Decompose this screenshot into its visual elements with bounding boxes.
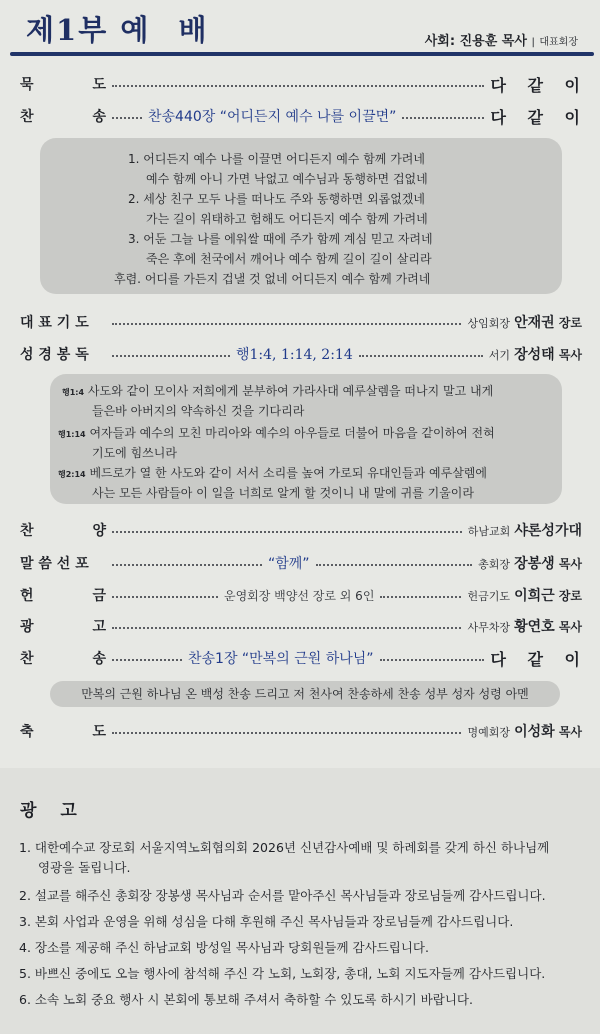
label-char: 찬 [20,651,34,667]
order-person [489,344,582,364]
order-label [20,74,106,94]
scripture-line: 사는 모든 사람들아 이 일을 너희로 알게 할 것이니 내 말에 귀를 기울이라 [92,486,474,500]
order-performer: 다 같 이 [490,75,588,95]
notice-item-continued: 영광을 돌립니다. [38,860,131,875]
dotted-leader [402,117,484,119]
scripture-ref-tag: 행1:14 [58,430,86,439]
dotted-leader [112,117,142,119]
person-name: 샤론성가대 [514,523,582,539]
person-title: 장로 [558,316,582,330]
notice-item: 2. 설교를 해주신 총회장 장봉생 목사님과 순서를 맡아주신 목사님들과 장로님들께 감사드립니다. [19,888,546,903]
order-label [20,106,106,126]
label-char: 도 [92,77,106,93]
notices-title: 광 고 [20,801,86,821]
label-char: 도 [92,724,106,740]
notice-item: 5. 바쁘신 중에도 오늘 행사에 참석해 주신 각 노회, 노회장, 총대, 노회 지도자들께 감사드립니다. [19,966,546,981]
hymn-lyric-line: 후렴. 어디를 가든지 겁낼 것 없네 어디든지 예수 함께 가려네 [114,272,431,286]
scripture-ref-tag: 행1:4 [62,388,85,397]
order-label: 말 씀 선 포 [20,556,89,572]
sermon-title: “함께” [268,556,310,572]
order-person [467,312,582,332]
scripture-reference: 행1:4, 1:14, 2:14 [236,347,353,363]
presider-role-label: 사회: [424,34,456,49]
presider-name: 진용훈 목사 [459,34,527,49]
person-name: 안재권 [514,315,555,331]
dotted-leader [112,659,182,661]
label-char: 찬 [20,109,34,125]
section-title [26,8,216,49]
label-char: 금 [92,588,106,604]
order-label [20,585,106,605]
hymn-lyric-line: 2. 세상 친구 모두 나를 떠나도 주와 동행하면 외롭없겠네 [128,192,425,206]
dotted-leader [112,596,218,598]
order-performer: 다 같 이 [490,107,588,127]
order-label: 대 표 기 도 [20,315,89,331]
person-role: 사무차장 [467,621,510,634]
presider-info [425,30,578,49]
offering-team: 운영회장 백양선 장로 외 6인 [224,588,375,603]
label-char: 헌 [20,588,34,604]
person-role: 하남교회 [467,525,511,538]
person-title: 목사 [558,725,582,739]
dotted-leader [112,323,461,325]
person-title: 장로 [558,589,582,603]
hymn-lyric-line: 3. 어둔 그늘 나를 에워쌀 때에 주가 함께 계심 믿고 자려네 [128,232,433,246]
notice-item: 4. 장소를 제공해 주신 하남교회 방성일 목사님과 당회원들께 감사드립니다. [19,940,429,955]
dotted-leader [359,355,483,357]
person-name: 장봉생 [514,556,555,572]
order-label [20,721,106,741]
label-char: 고 [92,619,106,635]
header-divider [10,52,594,56]
label-char: 양 [92,523,106,539]
scripture-line: 기도에 힘쓰니라 [92,446,177,460]
scripture-ref-tag: 행2:14 [58,470,86,479]
dotted-leader [112,531,462,533]
person-name: 장성태 [514,347,555,363]
label-char: 송 [92,651,106,667]
label-char: 묵 [20,77,34,93]
dotted-leader [316,564,473,566]
dotted-leader [112,627,461,629]
dotted-leader [380,596,461,598]
closing-hymn-title: 찬송1장 “만복의 근원 하나님” [188,651,374,667]
dotted-leader [380,659,485,661]
order-person [468,520,582,540]
hymn-lyric-line: 죽은 후에 천국에서 깨어나 예수 함께 길이 길이 살리라 [146,252,432,266]
scripture-line: 들은바 아버지의 약속하신 것을 기다리라 [92,404,305,418]
dotted-leader [112,732,461,734]
dotted-leader [112,355,230,357]
person-role: 서기 [488,349,510,362]
hymn-title: 찬송440장 “어디든지 예수 나를 이끌면” [148,109,397,125]
notice-item: 1. 대한예수교 장로회 서울지역노회협의회 2026년 신년감사예배 및 하례회를 갖게 하신 하나님께 [19,840,550,855]
label-char: 송 [92,109,106,125]
order-person [467,721,582,741]
scripture-line [58,424,495,441]
person-name: 황연호 [514,619,555,635]
order-label [20,520,106,540]
order-person [467,585,582,605]
person-name: 이성화 [514,724,555,740]
hymn-lyric-line: 1. 어디든지 예수 나를 이끌면 어디든지 예수 함께 가려네 [128,152,425,166]
label-char: 광 [20,619,34,635]
person-title: 목사 [558,620,582,634]
order-row-scripture [20,342,582,366]
scripture-line [62,382,493,399]
order-label [20,648,106,668]
order-row-praise [20,518,582,542]
order-row-representative-prayer [20,310,582,334]
dotted-leader [112,564,262,566]
scripture-text: 베드로가 열 한 사도와 같이 서서 소리를 높여 가로되 유대인들과 예루살렘에 [89,466,487,480]
notice-item: 6. 소속 노회 중요 행사 시 본회에 통보해 주셔서 축하할 수 있도록 하시기 바랍니다. [19,992,473,1007]
order-row-silent-prayer [20,72,588,96]
section-header [0,0,600,58]
doxology-text: 만복의 근원 하나님 온 백성 찬송 드리고 저 천사여 찬송하세 찬송 성부 성자 성령 아멘 [50,681,560,707]
order-row-announcements [20,614,582,638]
notice-item: 3. 본회 사업과 운영을 위해 성심을 다해 후원해 주신 목사님들과 장로님들께 감사드립니다. [19,914,514,929]
scripture-text: 사도와 같이 모이사 저희에게 분부하여 가라사대 예루살렘을 떠나지 말고 내게 [87,384,494,398]
person-name: 이희근 [514,588,555,604]
person-title: 목사 [558,557,582,571]
label-char: 축 [20,724,34,740]
person-title: 목사 [558,348,582,362]
order-person [478,553,582,573]
order-row-benediction [20,719,582,743]
order-performer: 다 같 이 [490,649,588,669]
person-role: 상임회장 [467,317,510,330]
order-label [20,616,106,636]
order-row-closing-hymn [20,646,588,670]
presider-position: 대표회장 [539,37,578,48]
person-role: 총회장 [478,558,510,571]
order-row-hymn [20,104,588,128]
person-role: 명예회장 [467,726,510,739]
order-row-sermon [20,551,582,575]
order-row-offering [20,583,582,607]
label-char: 찬 [20,523,34,539]
scripture-text: 여자들과 예수의 모친 마리아와 예수의 아우들로 더불어 마음을 같이하여 전혀 [89,426,495,440]
dotted-leader [112,85,484,87]
presider-separator: | [531,37,535,48]
hymn-lyric-line: 가는 길이 위태하고 험해도 어디든지 예수 함께 가려네 [146,212,428,226]
person-role: 헌금기도 [467,590,510,603]
hymn-lyric-line: 예수 함께 아니 가면 낙없고 예수님과 동행하면 겁없네 [146,172,428,186]
order-person [467,616,582,636]
title-worship: 예 배 [120,13,217,47]
scripture-line [58,464,487,481]
title-part: 제1부 [26,13,109,47]
order-label: 성 경 봉 독 [20,347,89,363]
